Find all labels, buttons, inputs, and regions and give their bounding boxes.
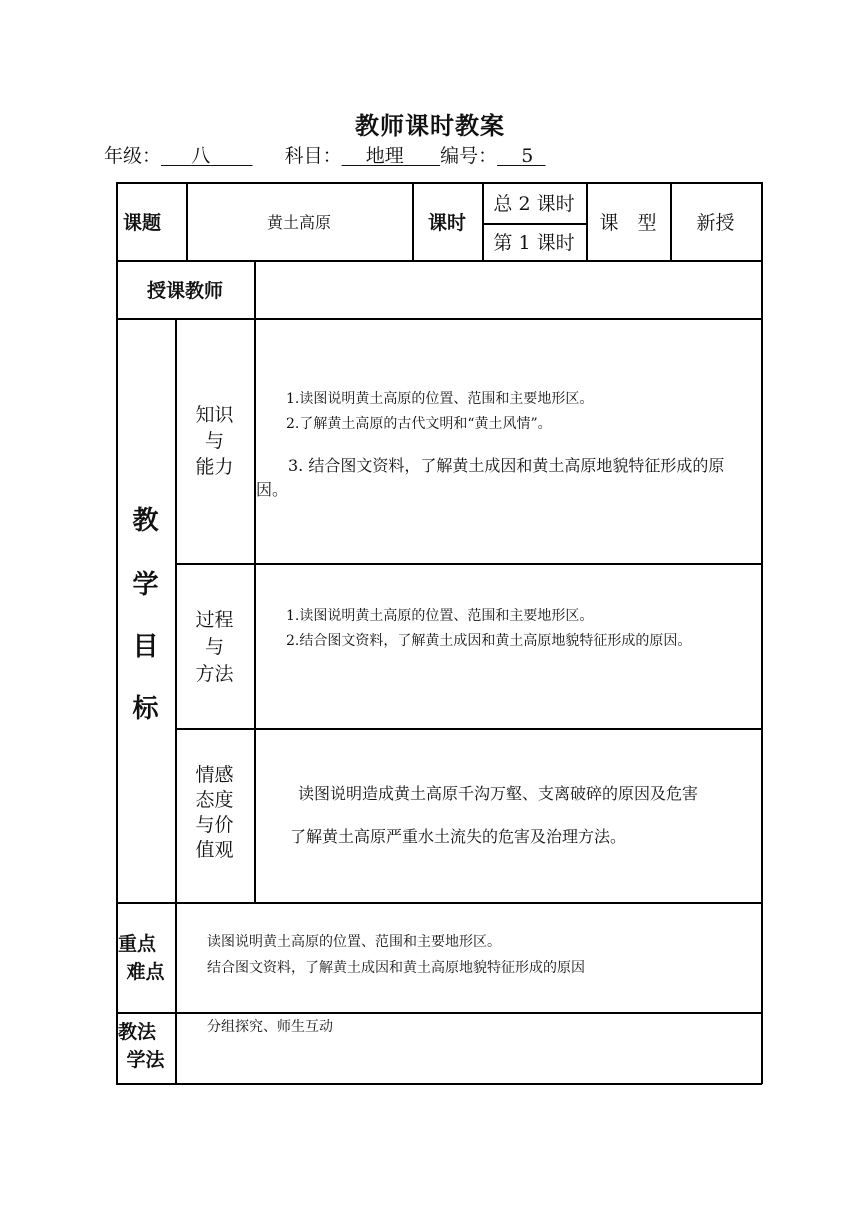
objectives-divider [254,318,256,902]
topic-label: 课题 [122,211,161,234]
knowledge-item: 2.了解黄土高原的古代文明和“黄土风情”。 [286,416,552,432]
header-meta [104,141,545,168]
grade-value: 八 [191,145,211,167]
row-divider [116,318,762,320]
knowledge-item: 因。 [256,480,289,499]
objectives-label-char: 标 [132,693,159,724]
hours-label: 课时 [427,211,466,234]
methods-label: 教法 学法 [118,1021,165,1071]
number-value: 5 [521,145,534,167]
emotion-item: 了解黄土高原严重水土流失的危害及治理方法。 [290,827,627,846]
topic-value: 黄土高原 [266,212,331,232]
current-hour: 第 1 课时 [493,232,575,254]
lesson-plan-table [116,182,762,1084]
row-divider [116,902,762,904]
teacher-value [254,260,761,318]
objectives-label-char: 教 [132,505,159,536]
row-divider [175,563,762,565]
objectives-label-char: 学 [132,569,159,600]
page-title: 教师课时教案 [355,111,505,140]
knowledge-label: 知识 与 能力 [195,404,234,478]
process-label: 过程 与 方法 [195,609,234,685]
knowledge-item: 1.读图说明黄土高原的位置、范围和主要地形区。 [286,391,594,407]
subject-value: 地理 [365,145,404,167]
teacher-label: 授课教师 [146,279,223,302]
knowledge-item: 3. 结合图文资料，了解黄土成因和黄土高原地貌特征形成的原 [288,456,725,475]
emotion-label: 情感 态度 与价 值观 [195,764,234,861]
key-points-label: 重点 难点 [118,933,165,983]
subject-label: 科目： [284,145,342,167]
process-item: 1.读图说明黄土高原的位置、范围和主要地形区。 [286,608,594,624]
type-value: 新授 [696,211,735,234]
row-divider [175,728,762,730]
table-border-bottom [116,1083,762,1085]
grade-label: 年级： [104,145,162,167]
type-label: 课 型 [599,211,657,234]
emotion-item: 读图说明造成黄土高原千沟万壑、支离破碎的原因及危害 [298,784,699,803]
key-points-item: 结合图文资料，了解黄土成因和黄土高原地貌特征形成的原因 [207,960,585,976]
key-points-item: 读图说明黄土高原的位置、范围和主要地形区。 [207,934,501,950]
row-divider [116,1012,762,1014]
number-label: 编号： [440,145,498,167]
methods-value: 分组探究、师生互动 [207,1019,333,1035]
total-hours: 总 2 课时 [493,193,575,215]
objectives-label-char: 目 [132,631,159,662]
process-item: 2.结合图文资料，了解黄土成因和黄土高原地貌特征形成的原因。 [286,633,692,649]
